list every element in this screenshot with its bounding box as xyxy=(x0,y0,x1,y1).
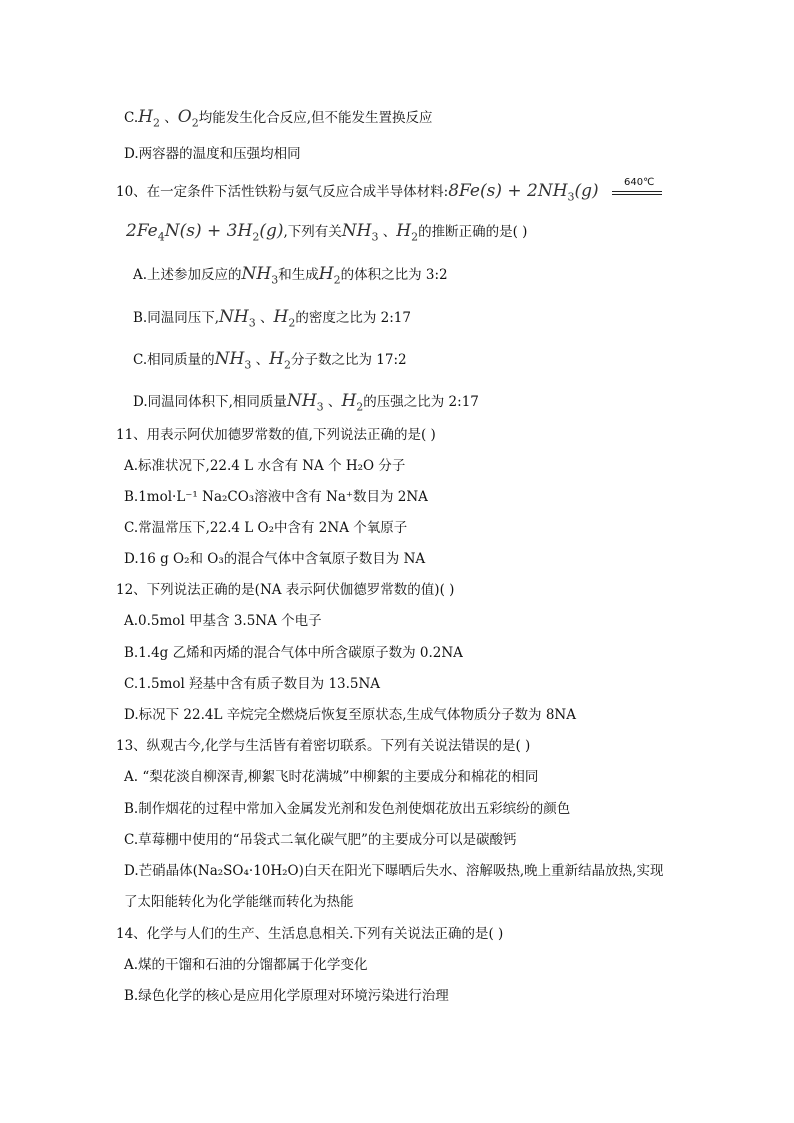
question-10-option-c: C.相同质量的$NH_3$ 、$H_2$分子数之比为 17:2 xyxy=(133,349,407,372)
reaction-arrow xyxy=(612,177,664,199)
question-12-option-a: A.0.5mol 甲基含 3.5NA 个电子 xyxy=(124,613,322,629)
question-12: 12、下列说法正确的是(NA 表示阿伏伽德罗常数的值)( ) xyxy=(116,582,455,598)
question-13: 13、纵观古今,化学与生活皆有着密切联系。下列有关说法错误的是( ) xyxy=(116,738,531,754)
question-10 xyxy=(116,182,599,206)
question-10-option-d: D.同温同体积下,相同质量$NH_3$ 、$H_2$的压强之比为 2:17 xyxy=(133,391,479,414)
reaction-condition: 640℃ xyxy=(624,177,655,188)
question-13-option-c: C.草莓棚中使用的“吊袋式二氧化碳气肥”的主要成分可以是碳酸钙 xyxy=(124,832,517,848)
question-11-option-a: A.标准状况下,22.4 L 水含有 NA 个 H₂O 分子 xyxy=(124,458,406,474)
question-14-option-b: B.绿色化学的核心是应用化学原理对环境污染进行治理 xyxy=(124,988,449,1004)
option-text: 均能发生化合反应,但不能发生置换反应 xyxy=(198,110,433,126)
question-11: 11、用表示阿伏加德罗常数的值,下列说法正确的是( ) xyxy=(116,427,436,443)
option-d-prev: D.两容器的温度和压强均相同 xyxy=(124,146,301,162)
formula-h2: $H_2$ xyxy=(138,107,160,130)
equation-left: $8Fe(s) + 2NH_3(g)$ xyxy=(448,181,599,204)
question-10-option-a: A.上述参加反应的$NH_3$和生成$H_2$的体积之比为 3:2 xyxy=(133,264,448,287)
question-10-cont: $2Fe_4N(s) + 3H_2(g)$,下列有关$NH_3$ 、$H_2$的推断正确的是( ) xyxy=(126,221,528,244)
question-13-option-d: D.芒硝晶体(Na₂SO₄·10H₂O)白天在阳光下曝晒后失水、溶解吸热,晚上重新结晶放热,实现 xyxy=(124,863,664,879)
question-14-option-a: A.煤的干馏和石油的分馏都属于化学变化 xyxy=(124,957,368,973)
separator: 、 xyxy=(159,110,178,126)
question-text: 10、在一定条件下活性铁粉与氨气反应合成半导体材料: xyxy=(116,184,449,200)
formula-o2: $O_2$ xyxy=(177,107,199,130)
question-12-option-b: B.1.4g 乙烯和丙烯的混合气体中所含碳原子数为 0.2NA xyxy=(124,645,463,661)
question-12-option-c: C.1.5mol 羟基中含有质子数目为 13.5NA xyxy=(124,676,381,692)
question-14: 14、化学与人们的生产、生活息息相关.下列有关说法正确的是( ) xyxy=(116,926,504,942)
question-11-option-b: B.1mol·L⁻¹ Na₂CO₃溶液中含有 Na⁺数目为 2NA xyxy=(124,489,428,505)
question-11-option-c: C.常温常压下,22.4 L O₂中含有 2NA 个氧原子 xyxy=(124,520,408,536)
option-label: C. xyxy=(124,110,139,126)
equation-right: $2Fe_4N(s) + 3H_2(g)$ xyxy=(126,221,284,244)
question-13-option-a: A. “梨花淡自柳深青,柳絮飞时花满城”中柳絮的主要成分和棉花的相同 xyxy=(124,769,539,785)
question-11-option-d: D.16 g O₂和 O₃的混合气体中含氧原子数目为 NA xyxy=(124,551,426,567)
question-13-option-d-cont: 了太阳能转化为化学能继而转化为热能 xyxy=(124,894,354,910)
question-13-option-b: B.制作烟花的过程中常加入金属发光剂和发色剂使烟花放出五彩缤纷的颜色 xyxy=(124,801,571,817)
option-c-prev xyxy=(124,108,433,132)
question-12-option-d: D.标况下 22.4L 辛烷完全燃烧后恢复至原状态,生成气体物质分子数为 8NA xyxy=(124,707,576,723)
question-10-option-b: B.同温同压下$,NH_3$ 、$H_2$的密度之比为 2:17 xyxy=(133,307,411,330)
